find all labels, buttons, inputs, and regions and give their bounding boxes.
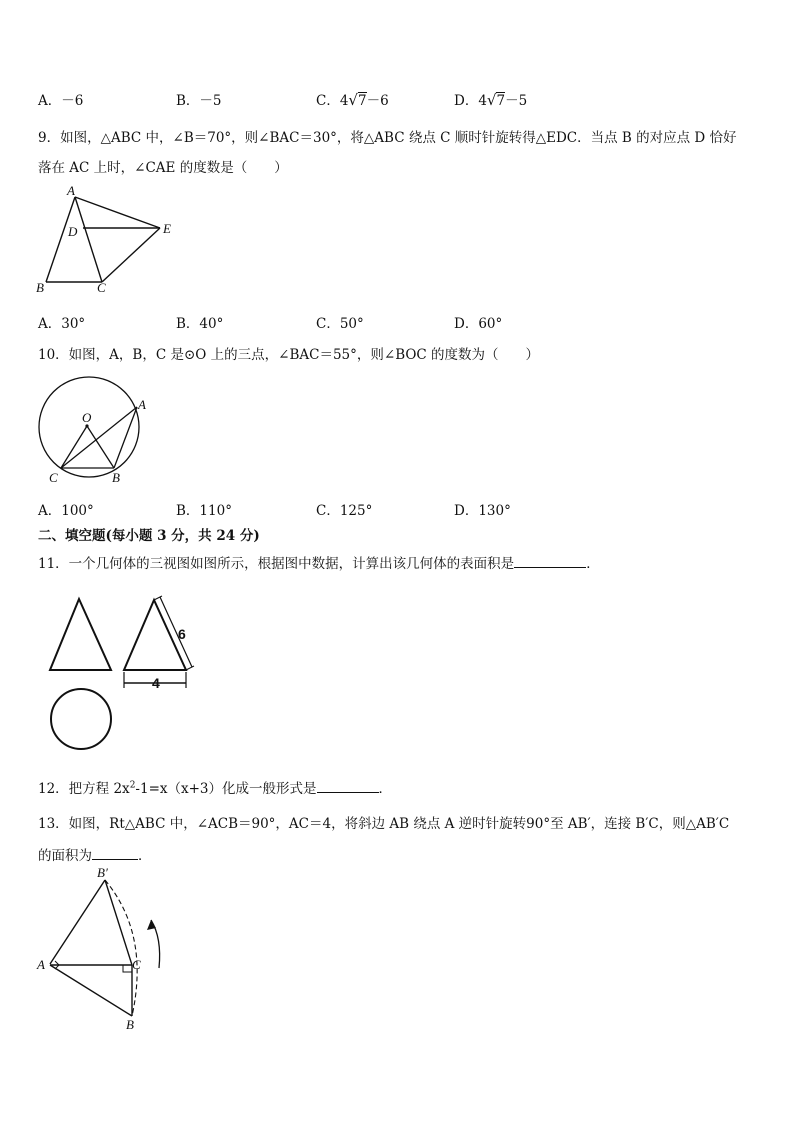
q9-label-d: D xyxy=(68,224,78,239)
q9-stem-line2: 落在 AC 上时，∠CAE 的度数是（ ） xyxy=(38,160,288,176)
q11-dim-base-label: 4 xyxy=(152,675,160,691)
q10-stem: 10．如图，A，B，C 是⊙O 上的三点，∠BAC＝55°，则∠BOC 的度数为（ ） xyxy=(38,347,540,363)
q9-label-b: B xyxy=(36,280,44,295)
q9-figure xyxy=(34,183,184,298)
q10-segment-oc xyxy=(61,426,87,468)
q11-slant-dim-line xyxy=(160,597,192,667)
q10-circle-o xyxy=(39,377,139,477)
q10-label-c: C xyxy=(49,470,58,485)
q8-option-c: C．4√7－6 xyxy=(316,91,389,109)
q9-option-a: A．30° xyxy=(38,316,86,332)
q9-option-b: B．40° xyxy=(176,316,224,332)
q9-segment-ae xyxy=(75,197,160,228)
q11-front-view-triangle xyxy=(50,599,111,670)
q13-answer-blank xyxy=(92,847,138,860)
q9-label-a: A xyxy=(67,183,75,198)
q11-side-view-triangle xyxy=(124,600,186,670)
q13-stem-line2: 的面积为 ． xyxy=(38,848,152,864)
q11-three-view-figure xyxy=(44,594,214,762)
q9-option-c: C．50° xyxy=(316,316,364,332)
q13-figure xyxy=(34,864,174,1034)
q11-slant-ext-bottom xyxy=(186,666,194,670)
q11-stem: 11．一个几何体的三视图如图所示，根据图中数据，计算出该几何体的表面积是 ． xyxy=(38,556,600,572)
q13-label-b-prime: B′ xyxy=(97,865,108,880)
section-2-heading: 二、填空题(每小题 3 分，共 24 分) xyxy=(38,528,260,544)
q13-segment-ab-prime xyxy=(50,880,105,964)
q13-label-b: B xyxy=(126,1017,134,1032)
q10-option-c: C．125° xyxy=(316,503,373,519)
q10-option-d: D．130° xyxy=(454,503,511,519)
q9-segment-ac xyxy=(75,197,102,282)
q8-option-c-radicand: 7 xyxy=(357,93,367,109)
q11-top-view-circle xyxy=(51,689,111,749)
q10-label-o: O xyxy=(82,410,92,425)
q13-segment-b-prime-c xyxy=(105,880,132,965)
q9-stem-line1: 9．如图，△ABC 中，∠B＝70°，则∠BAC＝30°，将△ABC 绕点 C 顺时针旋转得△EDC．当点 B 的对应点 D 恰好 xyxy=(38,130,737,146)
q9-label-c: C xyxy=(97,280,106,295)
q10-label-a: A xyxy=(138,397,146,412)
q13-stem-line1: 13．如图，Rt△ABC 中，∠ACB＝90°，AC＝4，将斜边 AB 绕点 A 逆时针旋转90°至 AB′，连接 B′C，则△AB′C xyxy=(38,816,730,832)
q13-right-angle-mark-c xyxy=(123,965,132,972)
q10-segment-ob xyxy=(87,426,114,468)
q12-stem: 12．把方程 $2x^2-1=x(x+3)$化成一般形式是 ． xyxy=(38,780,393,797)
q12-answer-blank xyxy=(317,780,379,793)
q8-option-b: B．－5 xyxy=(176,93,222,109)
q9-segment-ab xyxy=(46,197,75,282)
q10-label-b: B xyxy=(112,470,120,485)
q9-label-e: E xyxy=(163,221,171,236)
q13-label-c: C xyxy=(132,957,141,972)
q9-option-d: D．60° xyxy=(454,316,503,332)
q11-answer-blank xyxy=(514,555,586,568)
q9-segment-ce xyxy=(102,228,160,282)
q10-figure xyxy=(34,376,154,488)
q13-segment-ab xyxy=(50,965,132,1016)
q10-option-b: B．110° xyxy=(176,503,232,519)
q11-dim-slant-label: 6 xyxy=(178,626,186,642)
q8-option-d: D．4√7－5 xyxy=(454,91,528,109)
q8-option-a: A．－6 xyxy=(38,93,84,109)
q13-label-a: A xyxy=(37,957,45,972)
q8-option-d-radicand: 7 xyxy=(496,93,506,109)
q10-option-a: A．100° xyxy=(38,503,94,519)
